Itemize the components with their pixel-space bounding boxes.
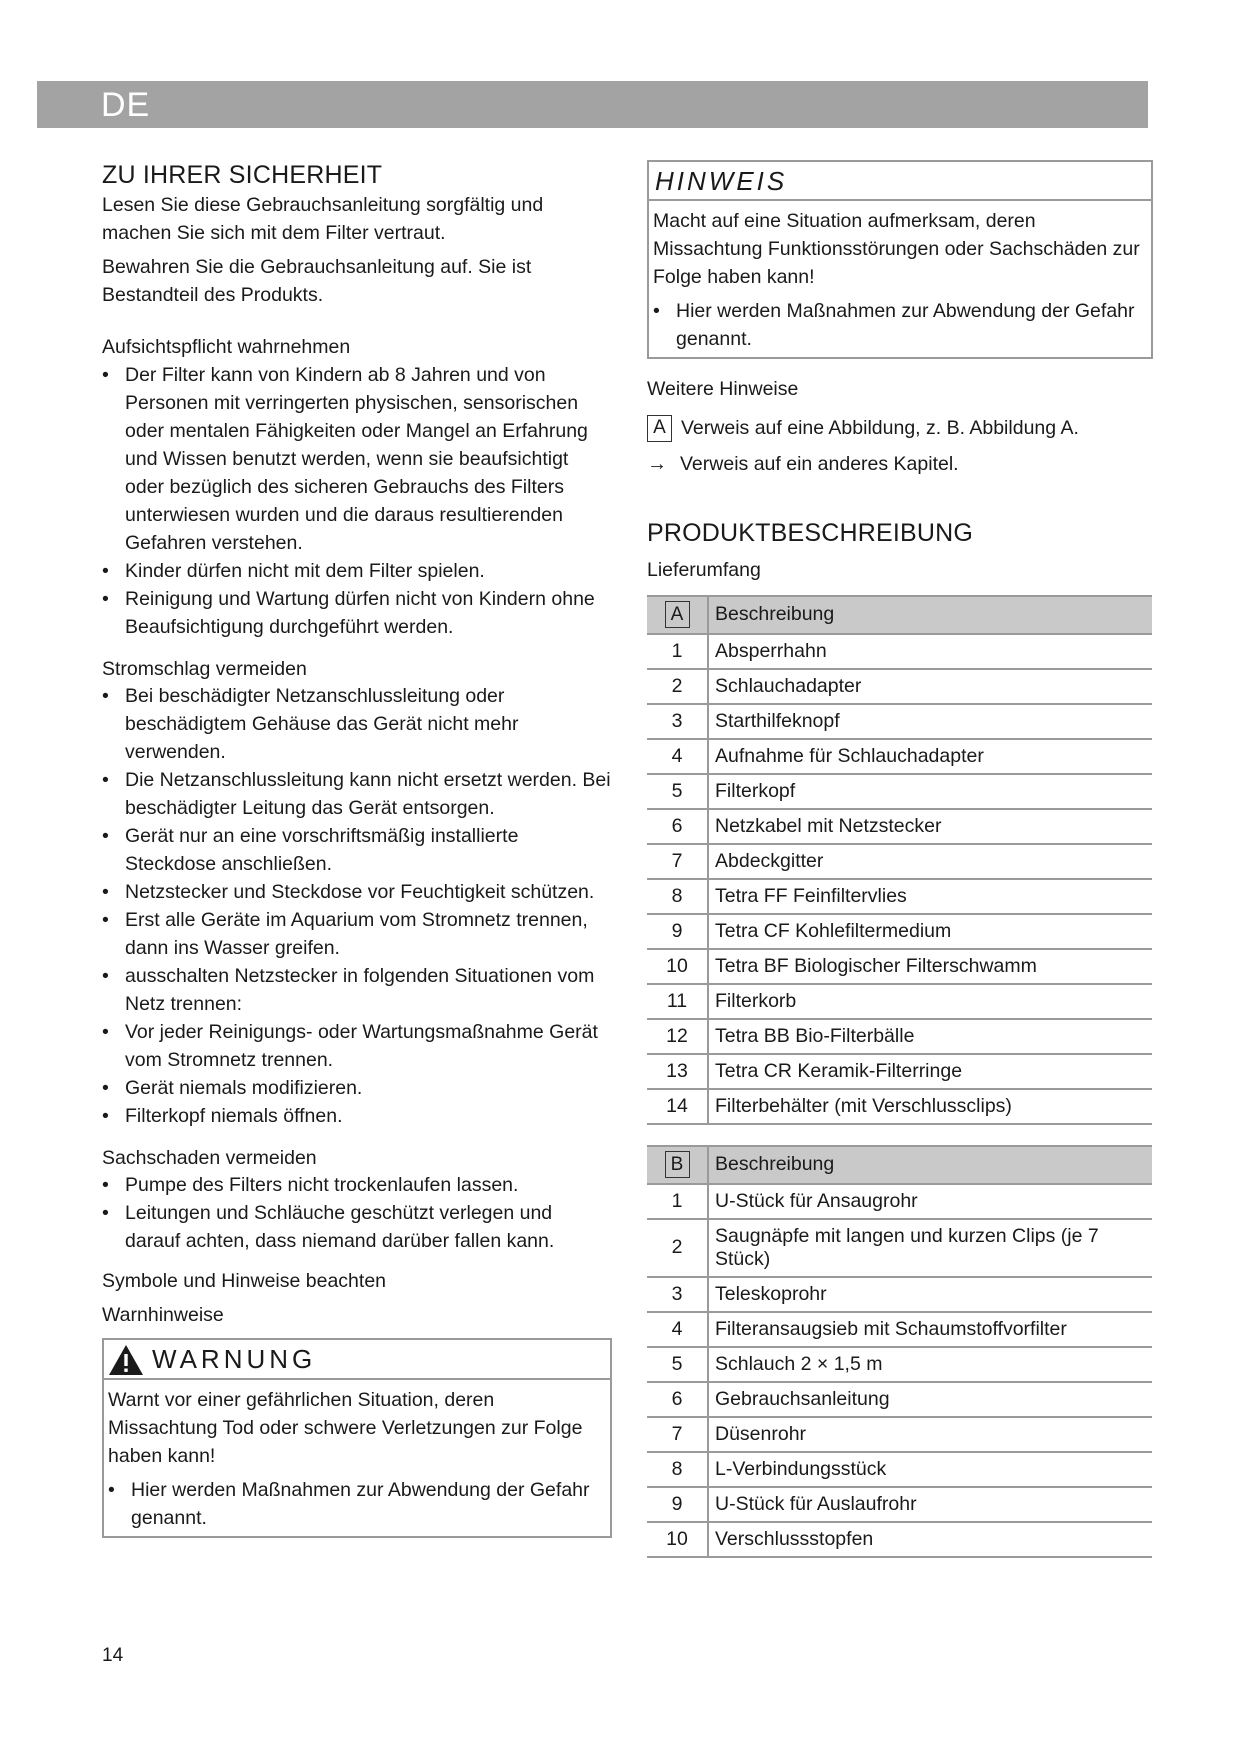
- notice-box-header: [649, 162, 1151, 201]
- intro-paragraph-2: Bewahren Sie die Gebrauchsanleitung auf. Sie ist Bestandteil des Produkts.: [102, 256, 532, 307]
- chapter-reference-line: [647, 450, 1153, 478]
- list-item: • Reinigung und Wartung dürfen nicht von Kindern ohne Beaufsichtigung durchgeführt werden.: [102, 585, 612, 641]
- list-item: • Netzstecker und Steckdose vor Feuchtigkeit schützen.: [102, 878, 612, 906]
- parts-table-a: [647, 595, 1152, 1125]
- property-damage-list: [102, 1171, 612, 1255]
- supervision-heading: Aufsichtspflicht wahrnehmen: [102, 336, 351, 359]
- list-item: • Die Netzanschlussleitung kann nicht ersetzt werden. Bei beschädigter Leitung das Gerät entsorgen.: [102, 766, 612, 822]
- table-row: 6 Gebrauchsanleitung: [647, 1382, 1152, 1417]
- table-row: 10 Verschlussstopfen: [647, 1522, 1152, 1557]
- figure-reference-line: [647, 414, 1153, 442]
- table-a-header: Beschreibung: [708, 596, 1152, 634]
- table-row: 5 Schlauch 2 × 1,5 m: [647, 1347, 1152, 1382]
- warning-text: Warnt vor einer gefährlichen Situation, deren Missachtung Tod oder schwere Verletzungen zur Folge haben kann!: [108, 1388, 583, 1467]
- list-item: • Kinder dürfen nicht mit dem Filter spielen.: [102, 557, 612, 585]
- arrow-right-icon: →: [647, 453, 667, 476]
- table-row: 7 Düsenrohr: [647, 1417, 1152, 1452]
- table-b-header: Beschreibung: [708, 1146, 1152, 1184]
- table-row: 8 L-Verbindungsstück: [647, 1452, 1152, 1487]
- page-number: 14: [102, 1645, 124, 1666]
- list-item: • Gerät nur an eine vorschriftsmäßig installierte Steckdose anschließen.: [102, 822, 612, 878]
- table-row: 1 U-Stück für Ansaugrohr: [647, 1184, 1152, 1219]
- further-notes-heading: Weitere Hinweise: [647, 378, 799, 400]
- table-row: 9 U-Stück für Auslaufrohr: [647, 1487, 1152, 1522]
- language-code: DE: [101, 86, 151, 124]
- table-row: 6 Netzkabel mit Netzstecker: [647, 809, 1152, 844]
- figure-key-box: A: [647, 415, 672, 442]
- list-item: • Der Filter kann von Kindern ab 8 Jahren und von Personen mit verringerten physischen, sensorischen oder mentalen Fähigkeiten oder Mangel an Erfahrung und Wissen benutzt werden, wenn sie beaufsichtigt oder bezüglich des sicheren Gebrauchs des Filters unterwiesen wurden und die daraus resultierenden Gefahren verstehen.: [102, 361, 612, 557]
- list-item: • Hier werden Maßnahmen zur Abwendung der Gefahr genannt.: [653, 297, 1147, 353]
- notice-box-body: [649, 201, 1151, 357]
- table-a-key: A: [665, 601, 690, 628]
- table-b-key: B: [665, 1151, 690, 1178]
- table-row: 14 Filterbehälter (mit Verschlussclips): [647, 1089, 1152, 1124]
- warnings-heading: Warnhinweise: [102, 1303, 224, 1326]
- product-description-title: PRODUKTBESCHREIBUNG: [647, 519, 974, 548]
- warning-box-header: [104, 1340, 610, 1380]
- table-row: 10 Tetra BF Biologischer Filterschwamm: [647, 949, 1152, 984]
- table-row: 4 Aufnahme für Schlauchadapter: [647, 739, 1152, 774]
- table-row: 12 Tetra BB Bio-Filterbälle: [647, 1019, 1152, 1054]
- table-row: 3 Starthilfeknopf: [647, 704, 1152, 739]
- warning-title: WARNUNG: [152, 1344, 317, 1375]
- supervision-list: [102, 361, 612, 641]
- table-row: 7 Abdeckgitter: [647, 844, 1152, 879]
- symbols-heading: Symbole und Hinweise beachten: [102, 1270, 387, 1293]
- list-item: • Leitungen und Schläuche geschützt verlegen und darauf achten, dass niemand darüber fallen kann.: [102, 1199, 612, 1255]
- intro-paragraph-1: Lesen Sie diese Gebrauchsanleitung sorgfältig und machen Sie sich mit dem Filter vertraut.: [102, 194, 544, 245]
- table-header-row: [647, 596, 1152, 634]
- property-damage-heading: Sachschaden vermeiden: [102, 1146, 317, 1169]
- scope-of-delivery-heading: Lieferumfang: [647, 558, 761, 581]
- table-row: 1 Absperrhahn: [647, 634, 1152, 669]
- warning-triangle-icon: [108, 1344, 144, 1376]
- table-header-row: [647, 1146, 1152, 1184]
- list-item: • Erst alle Geräte im Aquarium vom Stromnetz trennen, dann ins Wasser greifen.: [102, 906, 612, 962]
- table-row: 4 Filteransaugsieb mit Schaumstoffvorfilter: [647, 1312, 1152, 1347]
- electric-shock-heading: Stromschlag vermeiden: [102, 657, 307, 680]
- list-item: • Bei beschädigter Netzanschlussleitung oder beschädigtem Gehäuse das Gerät nicht mehr verwenden.: [102, 682, 612, 766]
- list-item: • Filterkopf niemals öffnen.: [102, 1102, 612, 1130]
- table-row: 11 Filterkorb: [647, 984, 1152, 1019]
- notice-bullets: [653, 297, 1147, 353]
- notice-title: HINWEIS: [655, 166, 788, 196]
- notice-text: Macht auf eine Situation aufmerksam, deren Missachtung Funktionsstörungen oder Sachschäden zur Folge haben kann!: [653, 210, 1140, 288]
- language-header-bar: [37, 81, 1148, 128]
- table-row: 13 Tetra CR Keramik-Filterringe: [647, 1054, 1152, 1089]
- chapter-reference-text: Verweis auf ein anderes Kapitel.: [680, 453, 959, 476]
- notice-box: [647, 160, 1153, 359]
- warning-box: [102, 1338, 612, 1538]
- electric-shock-list: [102, 682, 612, 1130]
- warning-bullets: [108, 1476, 606, 1532]
- list-item: • Vor jeder Reinigungs- oder Wartungsmaßnahme Gerät vom Stromnetz trennen.: [102, 1018, 612, 1074]
- list-item: • ausschalten Netzstecker in folgenden Situationen vom Netz trennen:: [102, 962, 612, 1018]
- safety-title: ZU IHRER SICHERHEIT: [102, 161, 383, 189]
- list-item: • Gerät niemals modifizieren.: [102, 1074, 612, 1102]
- figure-reference-text: Verweis auf eine Abbildung, z. B. Abbildung A.: [681, 417, 1079, 440]
- list-item: • Pumpe des Filters nicht trockenlaufen lassen.: [102, 1171, 612, 1199]
- table-row: 5 Filterkopf: [647, 774, 1152, 809]
- table-row: 3 Teleskoprohr: [647, 1277, 1152, 1312]
- warning-box-body: [104, 1380, 610, 1536]
- table-row: 2 Schlauchadapter: [647, 669, 1152, 704]
- parts-table-b: [647, 1145, 1152, 1558]
- list-item: • Hier werden Maßnahmen zur Abwendung der Gefahr genannt.: [108, 1476, 606, 1532]
- table-row: 2 Saugnäpfe mit langen und kurzen Clips (je 7 Stück): [647, 1219, 1152, 1277]
- table-row: 8 Tetra FF Feinfiltervlies: [647, 879, 1152, 914]
- left-column: [102, 160, 612, 1538]
- table-row: 9 Tetra CF Kohlefiltermedium: [647, 914, 1152, 949]
- right-column: [647, 160, 1153, 1558]
